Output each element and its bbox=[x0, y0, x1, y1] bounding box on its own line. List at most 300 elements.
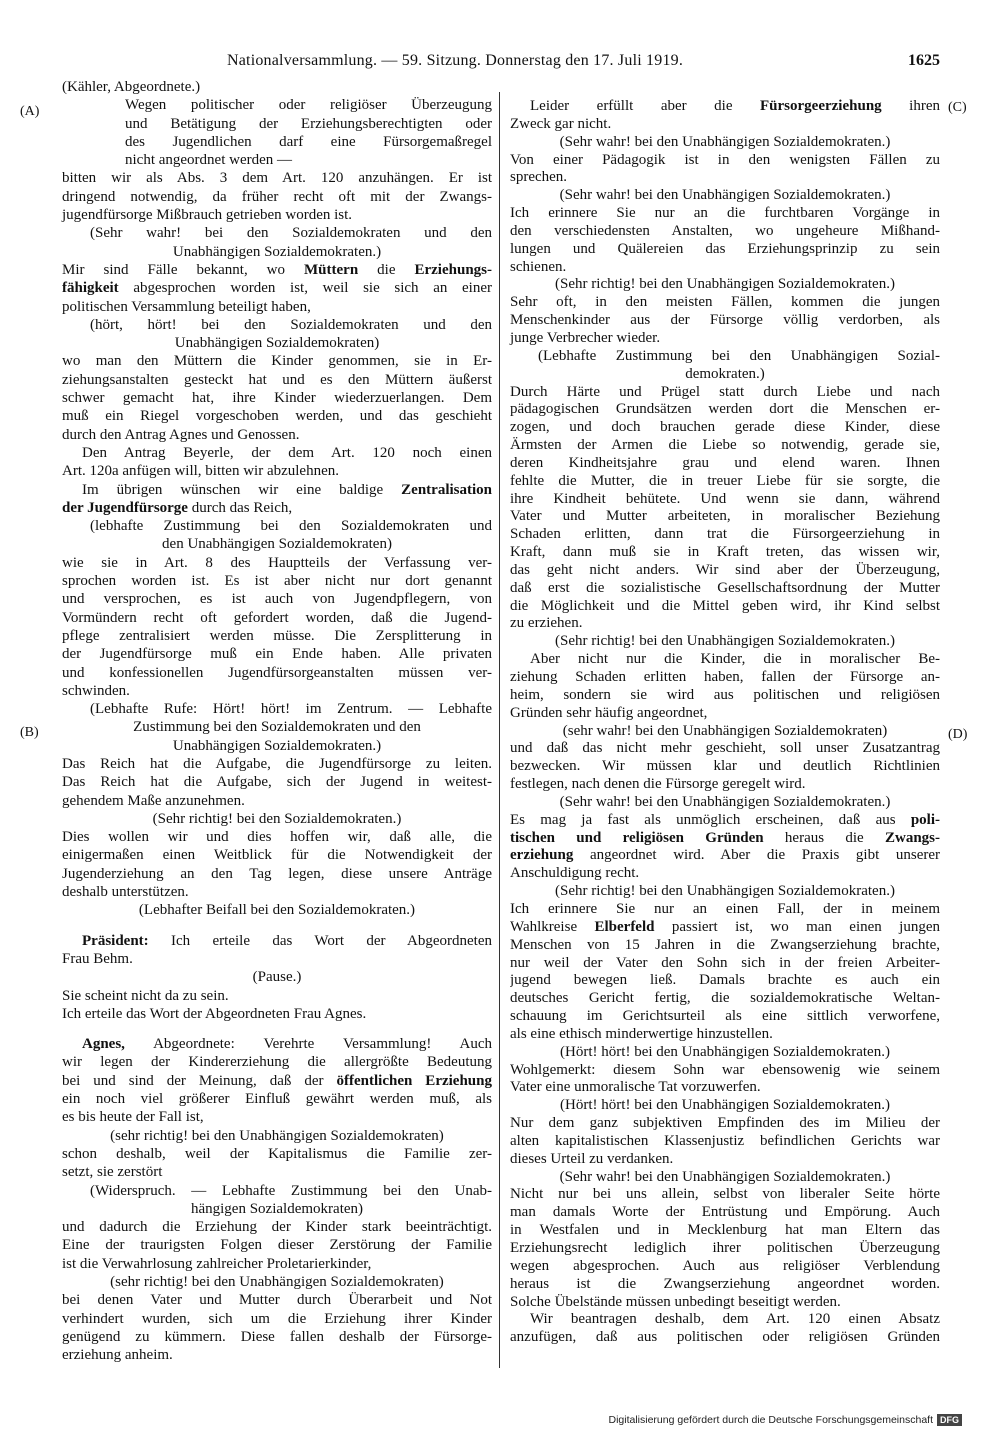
text-run: deren Kindheitsjahre grau und elend waren. Ihnen bbox=[510, 454, 940, 471]
text-run: genügend zu kümmern. Diese fallen deshalb der Fürsorge- bbox=[62, 1328, 492, 1345]
text-line bbox=[62, 78, 492, 96]
bold-text-run: öffentlichen Erziehung bbox=[336, 1072, 492, 1089]
text-line bbox=[62, 932, 492, 950]
text-run: (Sehr richtig! bei den Sozialdemokraten.) bbox=[152, 810, 402, 827]
text-line bbox=[510, 580, 940, 598]
dfg-logo: DFG bbox=[937, 1414, 962, 1426]
text-run: Ich erinnere Sie nur an die furchtbaren Vorgänge in bbox=[510, 205, 940, 222]
bold-text-run: Präsident: bbox=[82, 932, 149, 949]
text-run: gehendem Maße anzunehmen. bbox=[62, 792, 245, 809]
text-run: (Sehr wahr! bei den Unabhängigen Sozialdemokraten.) bbox=[559, 187, 891, 204]
text-run: Ärmsten der Armen die Liebe so notwendig, gerade sie, bbox=[510, 437, 940, 454]
text-run: und daß das nicht mehr geschieht, soll unser Zusatzantrag bbox=[510, 740, 940, 757]
text-line bbox=[62, 1005, 492, 1023]
text-run: (Sehr richtig! bei den Unabhängigen Sozialdemokraten.) bbox=[555, 276, 895, 293]
text-line bbox=[62, 609, 492, 627]
text-run: bei denen Vater und Mutter durch Überarbeit und Not bbox=[62, 1292, 492, 1309]
text-run: des Jugendlichen darf eine Fürsorgemaßregel bbox=[125, 133, 492, 150]
text-line bbox=[62, 590, 492, 608]
text-line bbox=[510, 1044, 940, 1062]
text-line bbox=[62, 627, 492, 645]
text-run: dieses Urteil zu verdanken. bbox=[510, 1150, 674, 1167]
text-line bbox=[62, 1072, 492, 1090]
margin-mark-a: (A) bbox=[20, 104, 40, 119]
text-line bbox=[510, 401, 940, 419]
text-run: schauung im Gerichtsurteil als eine sittlich verworfene, bbox=[510, 1008, 940, 1025]
text-run: Das Reich hat die Aufgabe, sich der Jugend in weitest- bbox=[62, 774, 492, 791]
text-line bbox=[510, 615, 940, 633]
text-line bbox=[510, 241, 940, 259]
text-line bbox=[62, 987, 492, 1005]
text-run: Das Reich hat die Aufgabe, die Jugendfürsorge zu leiten. bbox=[62, 755, 492, 772]
text-run: nicht angeordnet werden — bbox=[125, 152, 293, 169]
text-line bbox=[62, 1163, 492, 1181]
text-run: Vater eine unmoralische Tat vorzuwerfen. bbox=[510, 1079, 761, 1096]
text-line bbox=[510, 598, 940, 616]
text-run: es bis heute der Fall ist, bbox=[62, 1109, 204, 1126]
text-run: (sehr richtig! bei den Unabhängigen Sozialdemokraten) bbox=[110, 1127, 444, 1144]
text-run: (Sehr wahr! bei den Unabhängigen Sozialdemokraten.) bbox=[559, 133, 891, 150]
text-run: anzufügen, daß aus politischen oder religiösen Gründen bbox=[510, 1329, 940, 1346]
text-run: (Lebhafter Beifall bei den Sozialdemokraten.) bbox=[138, 902, 416, 919]
text-line bbox=[62, 334, 492, 352]
text-line bbox=[62, 554, 492, 572]
text-run: Nur dem ganz subjektiven Empfinden des im Milieu der bbox=[510, 1115, 940, 1132]
text-run: und konfessionellen Jugendfürsorgeanstalten müssen ver- bbox=[62, 664, 492, 681]
text-run: politischen Versammlung beteiligt haben, bbox=[62, 298, 311, 315]
text-run: lungen und Quälereien das Erziehungsprinzip zu sein bbox=[510, 240, 940, 257]
bold-text-run: poli- bbox=[910, 811, 940, 828]
text-line bbox=[510, 205, 940, 223]
left-column bbox=[62, 78, 492, 1364]
text-line bbox=[510, 366, 940, 384]
text-run: als eine ethisch minderwertige hinzustellen. bbox=[510, 1025, 773, 1042]
text-run: Dies wollen wir und dies hoffen wir, daß alle, die bbox=[62, 829, 492, 846]
bold-text-run: Elberfeld bbox=[594, 918, 655, 935]
text-run: Menschen von 15 Jahren in die Zwangserziehung brachte, bbox=[510, 936, 940, 953]
text-line bbox=[62, 1035, 492, 1053]
text-line bbox=[510, 1079, 940, 1097]
margin-mark-b: (B) bbox=[20, 725, 39, 740]
text-line bbox=[510, 865, 940, 883]
text-line bbox=[62, 279, 492, 297]
text-line bbox=[510, 312, 940, 330]
text-run: verhindert wurden, sich um die Erziehung ihrer Kinder bbox=[62, 1310, 492, 1327]
text-run: Von einer Pädagogik ist in den wenigsten Fällen zu bbox=[510, 151, 940, 168]
text-run: durch den Antrag Agnes und Genossen. bbox=[62, 426, 300, 443]
text-line bbox=[510, 758, 940, 776]
text-line bbox=[62, 316, 492, 334]
text-run: daß erst die sozialistische Gesellschaftsordnung der Mutter bbox=[510, 579, 940, 596]
text-line bbox=[510, 651, 940, 669]
bold-text-run: tischen und religiösen Gründen bbox=[510, 829, 764, 846]
text-line bbox=[62, 700, 492, 718]
text-line bbox=[62, 206, 492, 224]
text-line bbox=[510, 740, 940, 758]
text-run: Nicht nur bei uns allein, selbst von liberaler Seite hörte bbox=[510, 1186, 940, 1203]
text-run: (Kähler, Abgeordnete.) bbox=[62, 79, 201, 95]
text-run: hängigen Sozialdemokraten) bbox=[190, 1200, 364, 1217]
right-column bbox=[510, 98, 940, 1347]
text-run: Den Antrag Beyerle, der dem Art. 120 noch einen bbox=[82, 444, 492, 461]
column-divider bbox=[499, 92, 500, 1368]
text-line bbox=[62, 517, 492, 535]
text-line bbox=[62, 151, 492, 169]
text-run: (Sehr wahr! bei den Sozialdemokraten und den bbox=[90, 225, 492, 242]
text-line bbox=[62, 133, 492, 151]
text-run: demokraten.) bbox=[685, 365, 765, 382]
text-run: deutsches Gericht fertig, die sozialdemokratische Weltan- bbox=[510, 990, 940, 1007]
text-run: ziehung Schaden erlitten haben, fallen der Fürsorge an- bbox=[510, 669, 940, 685]
text-line bbox=[510, 937, 940, 955]
text-run: die Möglichkeit und die Mittel geben wird, ihr Kind selbst bbox=[510, 597, 940, 614]
text-line bbox=[62, 535, 492, 553]
text-run: muß ein Riegel vorgeschoben werden, und das geschieht bbox=[62, 408, 492, 425]
text-run: Erziehungsrecht lediglich ihrer politischen Überzeugung bbox=[510, 1240, 940, 1256]
text-run: wo man den Müttern die Kinder genommen, sie in Er- bbox=[62, 353, 492, 370]
text-line bbox=[62, 1127, 492, 1145]
text-run: Gründen sehr häufig angeordnet, bbox=[510, 704, 708, 721]
text-run: ziehungsanstalten gesteckt hat und es den Müttern äußerst bbox=[62, 371, 492, 388]
text-run: abgesprochen worden ist, weil sie sich an einer bbox=[118, 280, 492, 297]
text-run: Aber nicht nur die Kinder, die in moralischer Be- bbox=[530, 651, 940, 668]
text-run: heim, sondern sie wird aus politischen und religiösen bbox=[510, 686, 940, 703]
text-line bbox=[62, 169, 492, 187]
text-run: Unabhängigen Sozialdemokraten.) bbox=[172, 243, 382, 260]
text-line bbox=[510, 776, 940, 794]
text-run: nur weil der Vater den Sohn sich in der freien Arbeiter- bbox=[510, 954, 940, 971]
text-line bbox=[62, 1200, 492, 1218]
text-line bbox=[510, 455, 940, 473]
text-line bbox=[62, 968, 492, 986]
text-run: (lebhafte Zustimmung bei den Sozialdemokraten und bbox=[90, 518, 492, 535]
text-run: der Jugendfürsorge muß ein Ende haben. Alle privaten bbox=[62, 646, 492, 663]
text-line bbox=[62, 1291, 492, 1309]
text-run: Es mag ja fast als unmöglich erscheinen, daß aus bbox=[510, 811, 911, 828]
text-run: Wegen politischer oder religiöser Überzeugung bbox=[125, 97, 492, 114]
text-run: Leider erfüllt aber die bbox=[530, 98, 761, 114]
text-line bbox=[510, 116, 940, 134]
text-line bbox=[62, 1328, 492, 1346]
text-line bbox=[510, 1294, 940, 1312]
text-line bbox=[510, 544, 940, 562]
text-line bbox=[62, 1273, 492, 1291]
text-line bbox=[510, 972, 940, 990]
text-line bbox=[62, 1310, 492, 1328]
text-line bbox=[510, 1169, 940, 1187]
text-run: Ich erteile das Wort der Abgeordneten bbox=[148, 932, 492, 949]
footer-credit: Digitalisierung gefördert durch die Deutsche Forschungsgemeinschaft bbox=[608, 1414, 933, 1426]
text-line bbox=[510, 1276, 940, 1294]
margin-mark-c: (C) bbox=[948, 100, 967, 115]
text-run: Durch Härte und Prügel statt durch Liebe und nach bbox=[510, 383, 940, 400]
text-line bbox=[62, 737, 492, 755]
text-line bbox=[510, 633, 940, 651]
text-run: deshalb unterstützen. bbox=[62, 884, 189, 901]
text-run: Frau Behm. bbox=[62, 950, 133, 967]
text-line bbox=[62, 1182, 492, 1200]
text-line bbox=[62, 499, 492, 517]
text-run: durch das Reich, bbox=[187, 499, 293, 516]
text-line bbox=[510, 187, 940, 205]
text-line bbox=[510, 1097, 940, 1115]
text-run: Anschuldigung recht. bbox=[510, 865, 640, 882]
text-run: den Unabhängigen Sozialdemokraten) bbox=[162, 536, 392, 553]
text-line bbox=[510, 812, 940, 830]
text-run: (Hört! hört! bei den Unabhängigen Sozialdemokraten.) bbox=[560, 1043, 890, 1060]
text-line bbox=[62, 1346, 492, 1364]
footer bbox=[608, 1414, 962, 1426]
text-run: Wir beantragen deshalb, dem Art. 120 einen Absatz bbox=[530, 1311, 940, 1328]
bold-text-run: Agnes, bbox=[82, 1036, 125, 1053]
text-run: schwinden. bbox=[62, 682, 130, 699]
text-run: heraus ist die Zwangserziehung angeordnet worden. bbox=[510, 1275, 940, 1292]
text-line bbox=[62, 96, 492, 114]
text-line bbox=[62, 792, 492, 810]
text-line bbox=[510, 259, 940, 277]
text-line bbox=[62, 188, 492, 206]
text-line bbox=[62, 224, 492, 242]
bold-text-run: Müttern bbox=[304, 261, 359, 278]
text-line bbox=[510, 473, 940, 491]
text-line bbox=[510, 1133, 940, 1151]
text-line bbox=[510, 1062, 940, 1080]
text-run: jugend bewegen ließ. Damals brachte es auch ein bbox=[510, 972, 940, 989]
text-line bbox=[510, 562, 940, 580]
text-run: Zustimmung bei den Sozialdemokraten und den bbox=[133, 719, 421, 736]
text-line bbox=[510, 669, 940, 687]
paragraph-gap bbox=[62, 1023, 492, 1035]
text-run: einigermaßen einen Weitblick für die Notwendigkeit der bbox=[62, 847, 492, 864]
text-run: wie sie in Art. 8 des Hauptteils der Verfassung ver- bbox=[62, 554, 492, 571]
text-line bbox=[510, 276, 940, 294]
text-run: (Lebhafte Rufe: Hört! hört! im Zentrum. — Lebhafte bbox=[90, 701, 492, 718]
text-run: den verschiedensten Anstalten, wo ungeheure Mißhand- bbox=[510, 222, 940, 239]
text-run: pädagogischen Grundsätzen werden dort die Menschen er- bbox=[510, 401, 940, 418]
text-run: passiert ist, wo man einen jungen bbox=[654, 918, 940, 935]
text-run: zu erziehen. bbox=[510, 615, 583, 632]
text-run: Im übrigen wünschen wir eine baldige bbox=[82, 481, 402, 498]
text-run: festlegen, nach denen die Fürsorge geregelt wird. bbox=[510, 776, 806, 793]
text-run: alten kapitalistischen Klassenjustiz befindlichen Gerichts war bbox=[510, 1132, 940, 1149]
text-line bbox=[510, 491, 940, 509]
text-run: erziehung anheim. bbox=[62, 1347, 173, 1364]
text-line bbox=[62, 115, 492, 133]
text-run: (hört, hört! bei den Sozialdemokraten und den bbox=[90, 316, 492, 333]
text-run: und versprochen, es ist auch von Jugendpflegern, von bbox=[62, 591, 492, 608]
text-run: (Widerspruch. — Lebhafte Zustimmung bei den Unab- bbox=[90, 1182, 492, 1199]
text-line bbox=[510, 1151, 940, 1169]
text-line bbox=[510, 1222, 940, 1240]
bold-text-run: erziehung bbox=[510, 847, 574, 864]
text-run: Zweck gar nicht. bbox=[510, 115, 612, 132]
text-run: Sie scheint nicht da zu sein. bbox=[62, 987, 229, 1004]
text-run: setzt, sie zerstört bbox=[62, 1164, 163, 1181]
text-line bbox=[510, 1258, 940, 1276]
text-line bbox=[62, 645, 492, 663]
text-run: fehlte die Mutter, die in treuer Liebe für sie sorgte, die bbox=[510, 472, 940, 489]
text-line bbox=[62, 901, 492, 919]
text-line bbox=[62, 810, 492, 828]
text-line bbox=[510, 901, 940, 919]
text-run: schon deshalb, weil der Kapitalismus die Familie zer- bbox=[62, 1145, 492, 1162]
text-run: Solche Übelstände müssen unbedingt beseitigt werden. bbox=[510, 1293, 841, 1310]
text-run: Jugenderziehung an den Tag legen, diese unsere Anträge bbox=[62, 865, 492, 882]
text-line bbox=[510, 223, 940, 241]
text-line bbox=[510, 437, 940, 455]
text-line bbox=[62, 444, 492, 462]
text-line bbox=[62, 1145, 492, 1163]
text-run: das geht nicht anders. Wir sind aber der Überzeugung, bbox=[510, 561, 940, 578]
text-run: (sehr wahr! bei den Unabhängigen Sozialdemokraten) bbox=[562, 722, 888, 739]
text-run: wegen abgesprochen. Auch aus religiöser Verblendung bbox=[510, 1257, 940, 1274]
text-line bbox=[510, 1008, 940, 1026]
text-line bbox=[62, 755, 492, 773]
text-line bbox=[510, 98, 940, 116]
text-line bbox=[510, 794, 940, 812]
text-line bbox=[510, 705, 940, 723]
text-line bbox=[510, 723, 940, 741]
text-line bbox=[510, 1329, 940, 1347]
text-run: jugendfürsorge Mißbrauch getrieben worden ist. bbox=[62, 207, 353, 224]
text-line bbox=[62, 371, 492, 389]
page-number: 1625 bbox=[908, 52, 940, 69]
text-line bbox=[510, 526, 940, 544]
text-line bbox=[62, 243, 492, 261]
bold-text-run: Fürsorgeerziehung bbox=[760, 98, 882, 114]
text-line bbox=[62, 865, 492, 883]
text-run: Schaden erlitten, dann trat die Fürsorgeerziehung in bbox=[510, 526, 940, 543]
text-run: junge Verbrecher wieder. bbox=[510, 329, 661, 346]
text-run: (Hört! hört! bei den Unabhängigen Sozialdemokraten.) bbox=[560, 1097, 890, 1114]
text-run: (Pause.) bbox=[252, 969, 302, 986]
text-run: Unabhängigen Sozialdemokraten) bbox=[174, 335, 380, 352]
text-run: Menschenkinder aus der Fürsorge völlig verdorben, als bbox=[510, 312, 940, 329]
text-run: dringend notwendig, da früher recht oft mit der Zwangs- bbox=[62, 188, 492, 205]
text-run: Wohlgemerkt: diesem Sohn war ebensowenig wie seinem bbox=[510, 1061, 940, 1078]
text-run: in Westfalen und in Mecklenburg hat man Eltern das bbox=[510, 1222, 940, 1239]
text-line bbox=[62, 1108, 492, 1126]
text-line bbox=[510, 1311, 940, 1329]
text-run: Art. 120a anfügen will, bitten wir abzulehnen. bbox=[62, 463, 340, 480]
text-run: bitten wir als Abs. 3 dem Art. 120 anzuhängen. Er ist bbox=[62, 170, 492, 187]
text-line bbox=[510, 294, 940, 312]
text-run: (Sehr richtig! bei den Unabhängigen Sozialdemokraten.) bbox=[555, 633, 895, 650]
text-line bbox=[62, 261, 492, 279]
text-line bbox=[62, 298, 492, 316]
bold-text-run: fähigkeit bbox=[62, 280, 119, 297]
text-line bbox=[510, 919, 940, 937]
text-run: man damals Worte der Entrüstung und Empörung. Auch bbox=[510, 1204, 940, 1221]
text-run: Wahlkreise bbox=[510, 918, 595, 935]
text-line bbox=[62, 883, 492, 901]
text-line bbox=[510, 1115, 940, 1133]
text-run: Abgeordnete: Verehrte Versammlung! Auch bbox=[124, 1036, 492, 1053]
text-line bbox=[62, 572, 492, 590]
text-line bbox=[510, 152, 940, 170]
text-line bbox=[510, 955, 940, 973]
bold-text-run: Erziehungs- bbox=[414, 261, 492, 278]
text-line bbox=[510, 1240, 940, 1258]
paragraph-gap bbox=[62, 920, 492, 932]
text-line bbox=[62, 407, 492, 425]
text-run: pflege zentralisiert werden müsse. Die Zersplitterung in bbox=[62, 627, 492, 644]
text-line bbox=[62, 682, 492, 700]
text-line bbox=[510, 830, 940, 848]
text-run: angeordnet wird. Aber die Praxis gibt unserer bbox=[573, 847, 940, 864]
text-run: (Sehr wahr! bei den Unabhängigen Sozialdemokraten.) bbox=[559, 793, 891, 810]
text-run: zogen, und doch brauchen gerade diese Kinder, diese bbox=[510, 419, 940, 436]
text-line bbox=[62, 352, 492, 370]
text-run: sprochen worden ist. Es ist aber nicht nur dort genannt bbox=[62, 573, 492, 590]
running-title: Nationalversammlung. — 59. Sitzung. Donnerstag den 17. Juli 1919. bbox=[227, 52, 684, 69]
text-run: Ich erinnere Sie nur an einen Fall, der in meinem bbox=[510, 900, 940, 917]
text-run: (Sehr richtig! bei den Unabhängigen Sozialdemokraten.) bbox=[555, 883, 895, 900]
text-line bbox=[510, 508, 940, 526]
text-run: ihren bbox=[881, 98, 940, 114]
text-line bbox=[510, 330, 940, 348]
text-line bbox=[62, 481, 492, 499]
text-line bbox=[510, 687, 940, 705]
bold-text-run: Zwangs- bbox=[884, 829, 940, 846]
text-line bbox=[510, 1186, 940, 1204]
text-line bbox=[510, 134, 940, 152]
text-line bbox=[510, 847, 940, 865]
text-run: (Sehr wahr! bei den Unabhängigen Sozialdemokraten.) bbox=[559, 1168, 891, 1185]
text-run: die bbox=[358, 261, 415, 278]
text-run: (Lebhafte Zustimmung bei den Unabhängigen Sozial- bbox=[538, 347, 940, 364]
text-run: schwer gemacht hat, ihre Kinder wiederzuerlangen. Dem bbox=[62, 390, 492, 407]
text-run: ist die Verwahrlosung zahlreicher Proletarierkinder, bbox=[62, 1255, 372, 1272]
text-run: Sehr oft, in den meisten Fällen, kommen die jungen bbox=[510, 294, 940, 311]
bold-text-run: Zentralisation bbox=[401, 481, 492, 498]
margin-mark-d: (D) bbox=[948, 727, 968, 742]
text-line bbox=[510, 384, 940, 402]
text-run: bei und sind der Meinung, daß der bbox=[62, 1072, 337, 1089]
text-line bbox=[62, 846, 492, 864]
text-line bbox=[62, 773, 492, 791]
text-run: sprechen. bbox=[510, 169, 568, 186]
text-line bbox=[62, 1090, 492, 1108]
text-line bbox=[62, 828, 492, 846]
text-line bbox=[510, 1204, 940, 1222]
text-line bbox=[62, 426, 492, 444]
text-run: und Betätigung der Erziehungsberechtigten oder bbox=[125, 115, 492, 132]
text-run: Unabhängigen Sozialdemokraten.) bbox=[172, 737, 382, 754]
text-line bbox=[510, 883, 940, 901]
text-line bbox=[62, 1255, 492, 1273]
text-run: Ich erteile das Wort der Abgeordneten Frau Agnes. bbox=[62, 1005, 367, 1022]
text-line bbox=[510, 348, 940, 366]
text-run: Kraft, dann muß sie in Kraft treten, das wissen wir, bbox=[510, 544, 940, 561]
text-run: Eine der traurigsten Folgen dieser Zerstörung der Familie bbox=[62, 1237, 492, 1254]
text-line bbox=[62, 950, 492, 968]
text-run: wir legen der Kindererziehung die allergrößte Bedeutung bbox=[62, 1054, 492, 1071]
text-line bbox=[62, 1053, 492, 1071]
text-line bbox=[510, 990, 940, 1008]
text-run: Mir sind Fälle bekannt, wo bbox=[62, 261, 305, 278]
text-line bbox=[62, 664, 492, 682]
text-line bbox=[62, 1236, 492, 1254]
text-line bbox=[62, 718, 492, 736]
text-line bbox=[510, 1026, 940, 1044]
text-run: heraus die bbox=[763, 829, 885, 846]
text-run: Vormündern recht oft gefordert worden, daß die Jugend- bbox=[62, 609, 492, 626]
text-line bbox=[62, 1218, 492, 1236]
text-run: ein noch viel größerer Einfluß gewährt werden muß, als bbox=[62, 1091, 492, 1108]
text-line bbox=[62, 389, 492, 407]
text-run: und dadurch die Erziehung der Kinder stark beeinträchtigt. bbox=[62, 1219, 492, 1236]
